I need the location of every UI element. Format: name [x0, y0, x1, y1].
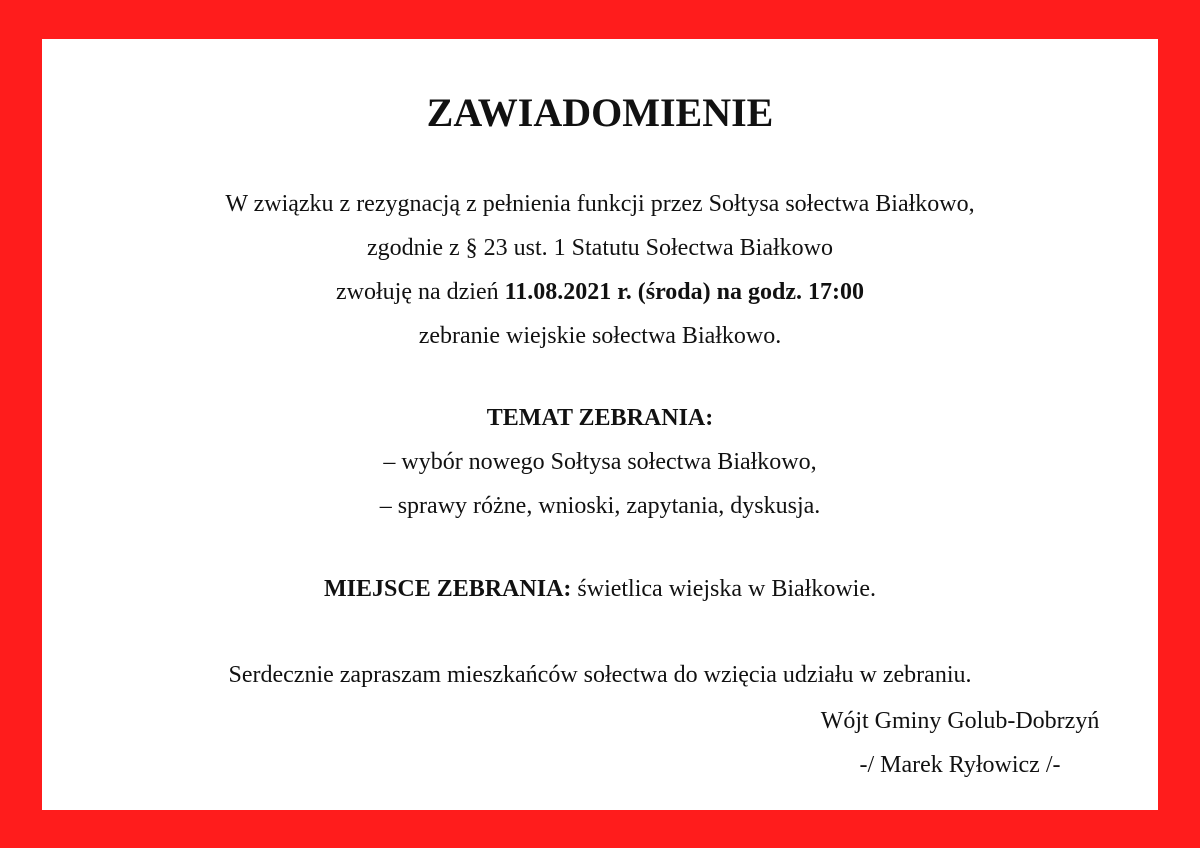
notice-paper [42, 39, 1158, 810]
topic-heading [42, 396, 1158, 440]
meeting-date-time: 11.08.2021 r. (środa) na godz. 17:00 [504, 279, 864, 305]
invitation-section [42, 653, 1158, 697]
signature-block [690, 699, 1200, 787]
topic-heading-text: TEMAT ZEBRANIA: [486, 405, 714, 431]
invitation-text: Serdecznie zapraszam mieszkańców sołectwa do wzięcia udziału w zebraniu. [228, 662, 972, 688]
signature-position: Wójt Gminy Golub-Dobrzyń [820, 708, 1100, 734]
intro-line-3-prefix: zwołuję na dzień [336, 279, 505, 305]
intro-line-3 [42, 270, 1158, 314]
place-line [42, 567, 1158, 611]
intro-line-4: zebranie wiejskie sołectwa Białkowo. [418, 323, 782, 349]
place-section [42, 567, 1158, 611]
place-value: świetlica wiejska w Białkowie. [571, 576, 876, 602]
intro-line-1: W związku z rezygnacją z pełnienia funkcji przez Sołtysa sołectwa Białkowo, [225, 191, 975, 217]
topic-section [42, 396, 1158, 528]
notice-title: ZAWIADOMIENIE [426, 90, 774, 135]
signature-name: -/ Marek Ryłowicz /- [859, 752, 1061, 778]
place-label: MIEJSCE ZEBRANIA: [324, 576, 572, 602]
intro-paragraph [42, 182, 1158, 358]
topic-item: – wybór nowego Sołtysa sołectwa Białkowo, [383, 449, 817, 475]
topic-item: – sprawy różne, wnioski, zapytania, dyskusja. [379, 493, 821, 519]
intro-line-2: zgodnie z § 23 ust. 1 Statutu Sołectwa Białkowo [367, 235, 833, 261]
